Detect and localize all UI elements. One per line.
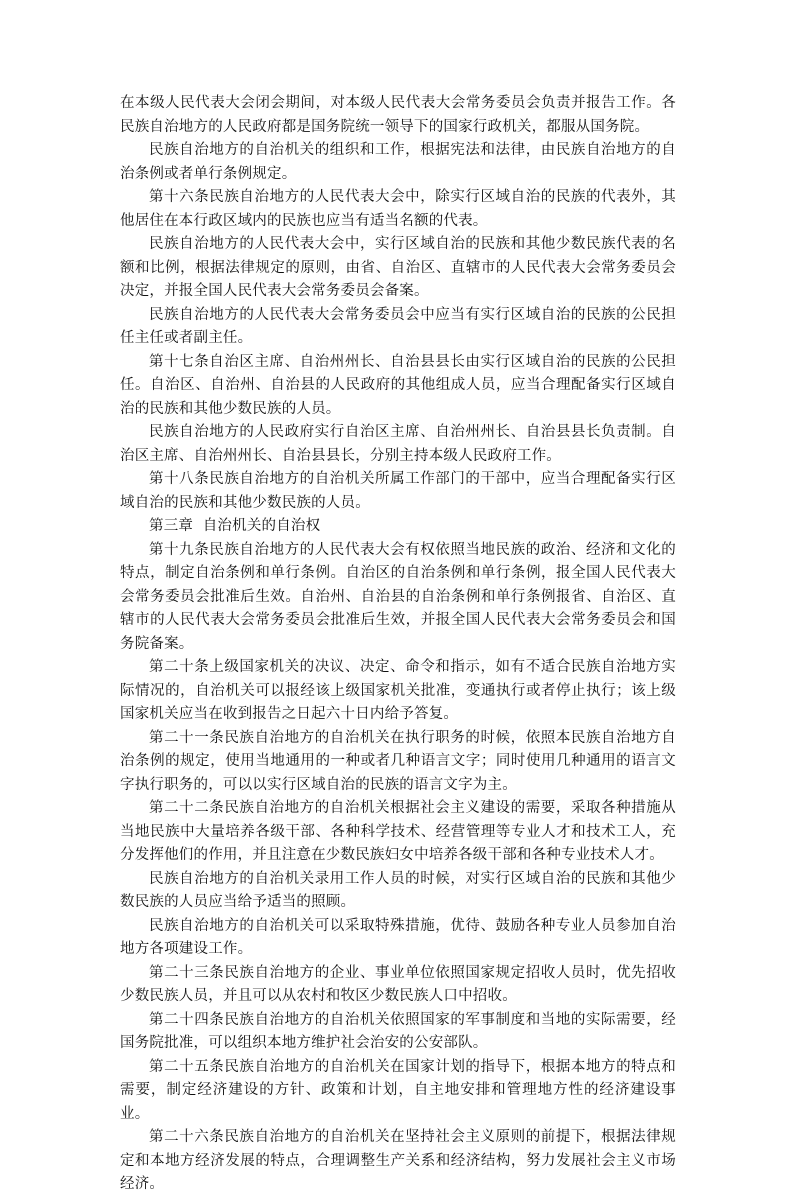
paragraph-article-21: 第二十一条民族自治地方的自治机关在执行职务的时候，依照本民族自治地方自治条例的规定，使用当地通用的一种或者几种语言文字；同时使用几种通用的语言文字执行职务的，可以以实行区域自治的民族的语言文字为主。 xyxy=(120,729,676,793)
paragraph-article-19: 第十九条民族自治地方的人民代表大会有权依照当地民族的政治、经济和文化的特点，制定自治条例和单行条例。自治区的自治条例和单行条例，报全国人民代表大会常务委员会批准后生效。自治州、自治县的自治条例和单行条例报省、自治区、直辖市的人民代表大会常务委员会批准后生效，并报全国人民代表大会常务委员会和国务院备案。 xyxy=(120,541,676,652)
paragraph: 民族自治地方的自治机关录用工作人员的时候，对实行区域自治的民族和其他少数民族的人员应当给予适当的照顾。 xyxy=(120,870,676,910)
paragraph-continuation: 在本级人民代表大会闭会期间，对本级人民代表大会常务委员会负责并报告工作。各民族自治地方的人民政府都是国务院统一领导下的国家行政机关，都服从国务院。 xyxy=(120,95,676,135)
paragraph-article-23: 第二十三条民族自治地方的企业、事业单位依照国家规定招收人员时，优先招收少数民族人员，并且可以从农村和牧区少数民族人口中招收。 xyxy=(120,964,676,1004)
paragraph: 民族自治地方的人民代表大会中，实行区域自治的民族和其他少数民族代表的名额和比例，根据法律规定的原则，由省、自治区、直辖市的人民代表大会常务委员会决定，并报全国人民代表大会常务委员会备案。 xyxy=(120,236,676,299)
paragraph-article-22: 第二十二条民族自治地方的自治机关根据社会主义建设的需要，采取各种措施从当地民族中大量培养各级干部、各种科学技术、经营管理等专业人才和技术工人，充分发挥他们的作用，并且注意在少数民族妇女中培养各级干部和各种专业技术人才。 xyxy=(120,800,676,863)
paragraph: 民族自治地方的人民代表大会常务委员会中应当有实行区域自治的民族的公民担任主任或者副主任。 xyxy=(120,306,676,346)
paragraph-article-20: 第二十条上级国家机关的决议、决定、命令和指示，如有不适合民族自治地方实际情况的，自治机关可以报经该上级国家机关批准，变通执行或者停止执行；该上级国家机关应当在收到报告之日起六十日内给予答复。 xyxy=(120,659,676,722)
paragraph: 民族自治地方的自治机关的组织和工作，根据宪法和法律，由民族自治地方的自治条例或者单行条例规定。 xyxy=(120,142,676,182)
paragraph: 民族自治地方的人民政府实行自治区主席、自治州州长、自治县县长负责制。自治区主席、自治州州长、自治县县长，分别主持本级人民政府工作。 xyxy=(120,424,676,464)
paragraph-article-18: 第十八条民族自治地方的自治机关所属工作部门的干部中，应当合理配备实行区域自治的民族和其他少数民族的人员。 xyxy=(120,471,676,511)
paragraph-article-25: 第二十五条民族自治地方的自治机关在国家计划的指导下，根据本地方的特点和需要，制定经济建设的方针、政策和计划，自主地安排和管理地方性的经济建设事业。 xyxy=(120,1058,676,1122)
document-body xyxy=(120,92,676,1197)
paragraph-article-24: 第二十四条民族自治地方的自治机关依照国家的军事制度和当地的实际需要，经国务院批准，可以组织本地方维护社会治安的公安部队。 xyxy=(120,1011,676,1051)
paragraph-article-26: 第二十六条民族自治地方的自治机关在坚持社会主义原则的前提下，根据法律规定和本地方经济发展的特点，合理调整生产关系和经济结构，努力发展社会主义市场经济。 xyxy=(120,1129,676,1192)
paragraph-article-17: 第十七条自治区主席、自治州州长、自治县县长由实行区域自治的民族的公民担任。自治区、自治州、自治县的人民政府的其他组成人员，应当合理配备实行区域自治的民族和其他少数民族的人员。 xyxy=(120,353,676,417)
paragraph: 民族自治地方的自治机关可以采取特殊措施，优待、鼓励各种专业人员参加自治地方各项建设工作。 xyxy=(120,917,676,957)
paragraph-article-16: 第十六条民族自治地方的人民代表大会中，除实行区域自治的民族的代表外，其他居住在本行政区域内的民族也应当有适当名额的代表。 xyxy=(120,189,676,229)
chapter-heading: 第三章 自治机关的自治权 xyxy=(149,518,321,534)
